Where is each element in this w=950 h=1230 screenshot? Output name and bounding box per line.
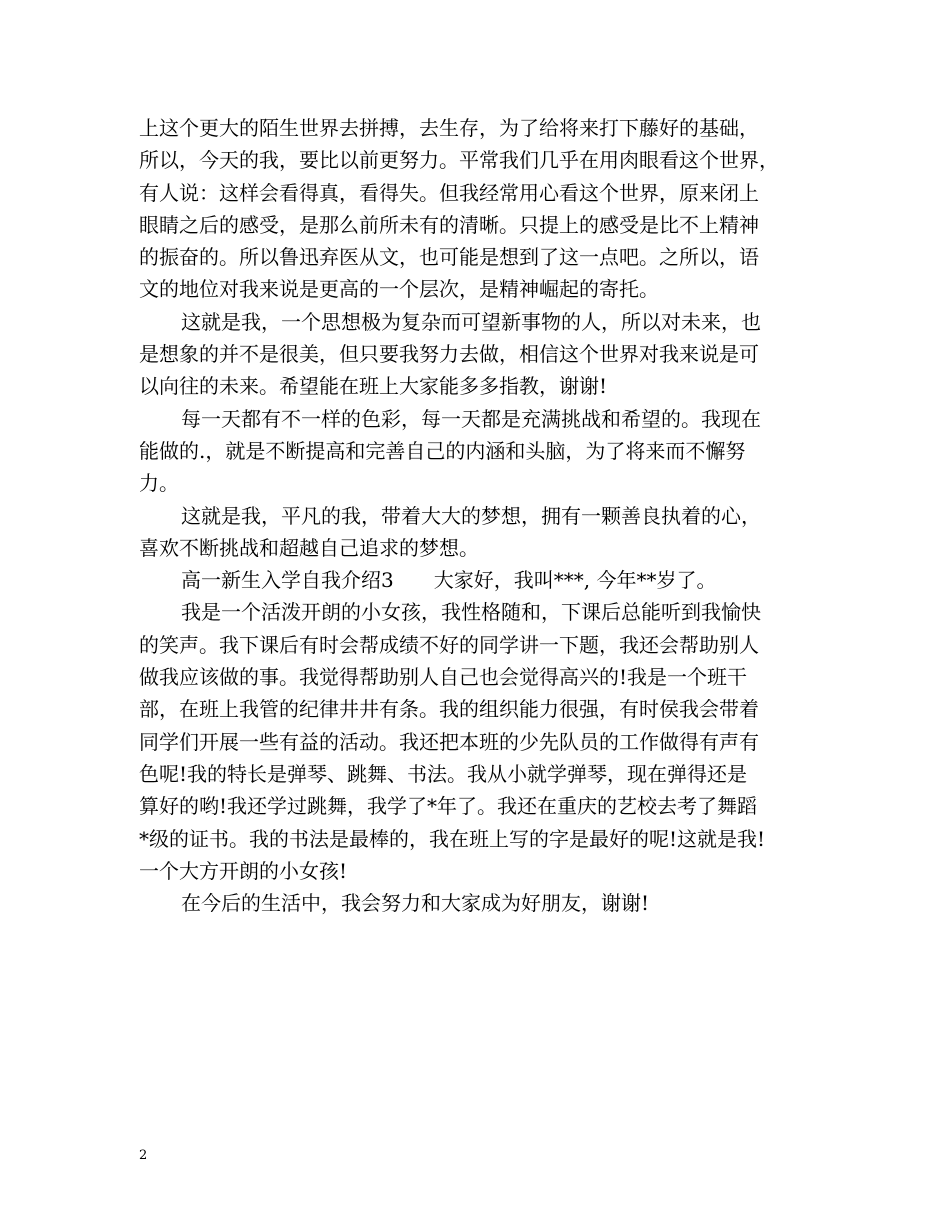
page-number: 2 <box>139 1148 148 1163</box>
text-line: 我是一个活泼开朗的小女孩，我性格随和，下课后总能听到我愉快 <box>181 600 761 625</box>
text-line: 所以，今天的我，要比以前更努力。平常我们几乎在用肉眼看这个世界， <box>139 148 779 173</box>
text-line: 每一天都有不一样的色彩，每一天都是充满挑战和希望的。我现在 <box>181 406 761 431</box>
text-line: 上这个更大的陌生世界去拼搏，去生存，为了给将来打下藤好的基础， <box>139 116 759 140</box>
text-line: 能做的.，就是不断提高和完善自己的内涵和头脑，为了将来而不懈努 <box>139 438 746 463</box>
text-line: 做我应该做的事。我觉得帮助别人自己也会觉得高兴的!我是一个班干 <box>139 665 748 690</box>
text-line: 以向往的未来。希望能在班上大家能多多指教，谢谢! <box>139 374 608 399</box>
document-body <box>139 112 829 919</box>
text-line: *级的证书。我的书法是最棒的，我在班上写的字是最好的呢!这就是我! <box>139 826 766 851</box>
text-line: 的笑声。我下课后有时会帮成绩不好的同学讲一下题，我还会帮助别人 <box>139 632 759 657</box>
text-line: 一个大方开朗的小女孩! <box>139 858 348 883</box>
text-line: 有人说：这样会看得真，看得失。但我经常用心看这个世界，原来闭上 <box>139 180 759 205</box>
text-line: 这就是我，一个思想极为复杂而可望新事物的人，所以对未来，也 <box>181 309 761 334</box>
text-line: 喜欢不断挑战和超越自己追求的梦想。 <box>139 535 479 560</box>
text-line: 算好的哟!我还学过跳舞，我学了*年了。我还在重庆的艺校去考了舞蹈 <box>139 794 758 819</box>
text-line: 部，在班上我管的纪律井井有条。我的组织能力很强，有时侯我会带着 <box>139 697 759 722</box>
text-line: 眼睛之后的感受，是那么前所未有的清晰。只提上的感受是比不上精神 <box>139 212 759 237</box>
text-line: 是想象的并不是很美，但只要我努力去做，相信这个世界对我来说是可 <box>139 342 759 367</box>
text-line: 的振奋的。所以鲁迅弃医从文，也可能是想到了这一点吧。之所以，语 <box>139 245 759 270</box>
text-line: 这就是我，平凡的我，带着大大的梦想，拥有一颗善良执着的心， <box>181 503 761 528</box>
text-line: 文的地位对我来说是更高的一个层次，是精神崛起的寄托。 <box>139 277 659 302</box>
text-line: 高一新生入学自我介绍3 大家好，我叫***, 今年**岁了。 <box>181 568 717 593</box>
text-line: 在今后的生活中，我会努力和大家成为好朋友，谢谢! <box>181 891 650 916</box>
text-line: 色呢!我的特长是弹琴、跳舞、书法。我从小就学弹琴，现在弹得还是 <box>139 761 748 786</box>
text-line: 力。 <box>139 471 179 496</box>
text-line: 同学们开展一些有益的活动。我还把本班的少先队员的工作做得有声有 <box>139 729 759 754</box>
